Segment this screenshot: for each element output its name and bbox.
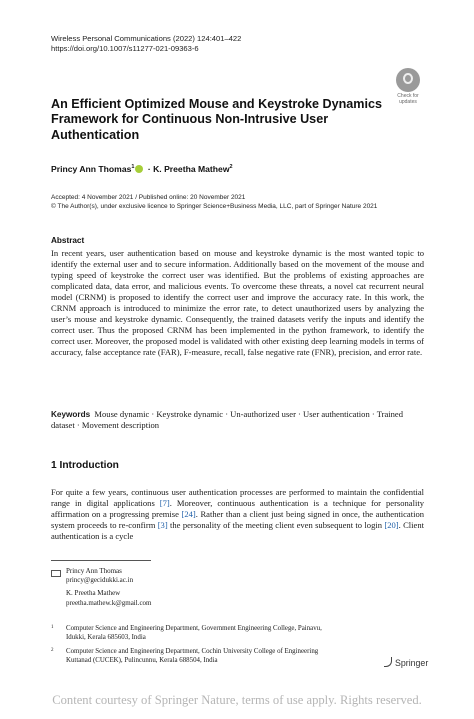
check-for-updates-badge[interactable] <box>392 68 424 106</box>
publisher-name: Springer <box>395 658 429 668</box>
journal-header <box>51 34 241 54</box>
title-line-1: An Efficient Optimized Mouse and Keystroke Dynamics <box>51 97 383 111</box>
affiliation-number: 2 <box>51 648 54 653</box>
section-heading-introduction: 1 Introduction <box>51 460 119 471</box>
affiliation-line: Kuttanad (CUCEK), Pulincunnu, Kerala 688504, India <box>66 657 218 664</box>
author-2-affiliation: 2 <box>229 164 233 171</box>
author-separator: · <box>145 164 154 174</box>
keywords <box>51 409 424 431</box>
springer-logo <box>384 657 428 668</box>
intro-text-5: . Client authentication is a cycle <box>51 520 424 541</box>
springer-horse-icon <box>384 657 392 667</box>
badge-line-1: Check for <box>397 93 419 99</box>
copyright-notice: © The Author(s), under exclusive licence to Springer Science+Business Media, LLC, part of Springer Nature 2021 <box>51 203 378 210</box>
abstract-text: In recent years, user authentication based on mouse and keystroke dynamic is the most wanted topic to identify the external user and to secure information. Additionally based on the movement of the mouse and typing speed of keystroke the correct user was identified. But the problems of existing approaches are complicated data, data error, and malicious events. To overcome these threats, a novel cat recurrent neural model (CRNM) is proposed to identify the correct user and improve the accuracy rate. In this work, the CRNM approach is introduced to minimize the error rate, to detect unauthorized users by analyzing the user’s mouse and keystroke dynamic. Consequently, the trained datasets verify the inputs and identify the correct user. Thus the proposed CRNM has been implemented in the python framework, to identify the correct user. Moreover, the proposed model is validated with other existing deep learning models in terms of accuracy, false acceptance rate (FAR), F-measure, recall, false negative rate (FNR), precision, and error rate. <box>51 248 424 357</box>
affiliation-number: 1 <box>51 625 54 630</box>
title-line-2: Framework for Continuous Non‑Intrusive User <box>51 112 329 127</box>
keywords-text: Mouse dynamic · Keystroke dynamic · Un-authorized user · User authentication · Trained dataset · Movement description <box>51 409 403 430</box>
keywords-label: Keywords <box>51 410 91 419</box>
affiliation-1 <box>51 624 424 642</box>
affiliation-2 <box>51 647 424 665</box>
author-1-affiliation: 1 <box>131 164 135 171</box>
citation-link[interactable]: [7] <box>159 498 170 508</box>
title-line-3: Authentication <box>51 127 140 142</box>
intro-text-4: the personality of the meeting client even subsequent to login <box>167 520 385 530</box>
journal-citation: Wireless Personal Communications (2022) 124:401–422 <box>51 34 242 43</box>
corresponding-author-name: Princy Ann Thomas <box>66 567 122 575</box>
author-list <box>51 164 233 174</box>
intro-text-2: . Moreover, continuous authentication is a technique for personality affirmation on a progressing premise <box>51 498 424 519</box>
check-for-updates-icon <box>396 68 420 92</box>
introduction-paragraph <box>51 487 424 542</box>
publication-dates <box>51 193 377 211</box>
affiliation-line: Idukki, Kerala 685603, India <box>66 634 146 641</box>
citation-link[interactable]: [20] <box>384 520 399 530</box>
author-1[interactable]: Princy Ann Thomas <box>51 164 132 174</box>
footnote-divider <box>51 560 151 561</box>
orcid-icon[interactable] <box>135 165 143 173</box>
author-2[interactable]: K. Preetha Mathew <box>153 164 230 174</box>
affiliation-line: Computer Science and Engineering Department, Cochin University College of Engineering <box>66 648 319 655</box>
doi-link[interactable]: https://doi.org/10.1007/s11277-021-09363-6 <box>51 44 199 53</box>
abstract-heading: Abstract <box>51 236 85 245</box>
intro-text-3: . Rather than a client just being signed in once, the authentication system proceeds to re-confirm <box>51 509 425 530</box>
paper-title <box>51 97 391 143</box>
second-author-name: K. Preetha Mathew <box>66 589 121 598</box>
intro-text-1: For quite a few years, continuous user authentication processes are performed to maintain the confidential range in digital applications <box>51 487 424 508</box>
citation-link[interactable]: [3] <box>157 520 168 530</box>
affiliation-line: Computer Science and Engineering Department, Government Engineering College, Painavu, <box>66 625 322 632</box>
citation-link[interactable]: [24] <box>181 509 196 519</box>
second-author-email[interactable]: preetha.mathew.k@gmail.com <box>66 598 152 607</box>
correspondence-block <box>51 567 152 608</box>
courtesy-notice: Content courtesy of Springer Nature, terms of use apply. Rights reserved. <box>52 693 422 707</box>
badge-line-2: updates <box>399 98 417 105</box>
accepted-published: Accepted: 4 November 2021 / Published online: 20 November 2021 <box>51 194 246 201</box>
corresponding-author-email[interactable]: princy@gecidukki.ac.in <box>66 576 134 585</box>
